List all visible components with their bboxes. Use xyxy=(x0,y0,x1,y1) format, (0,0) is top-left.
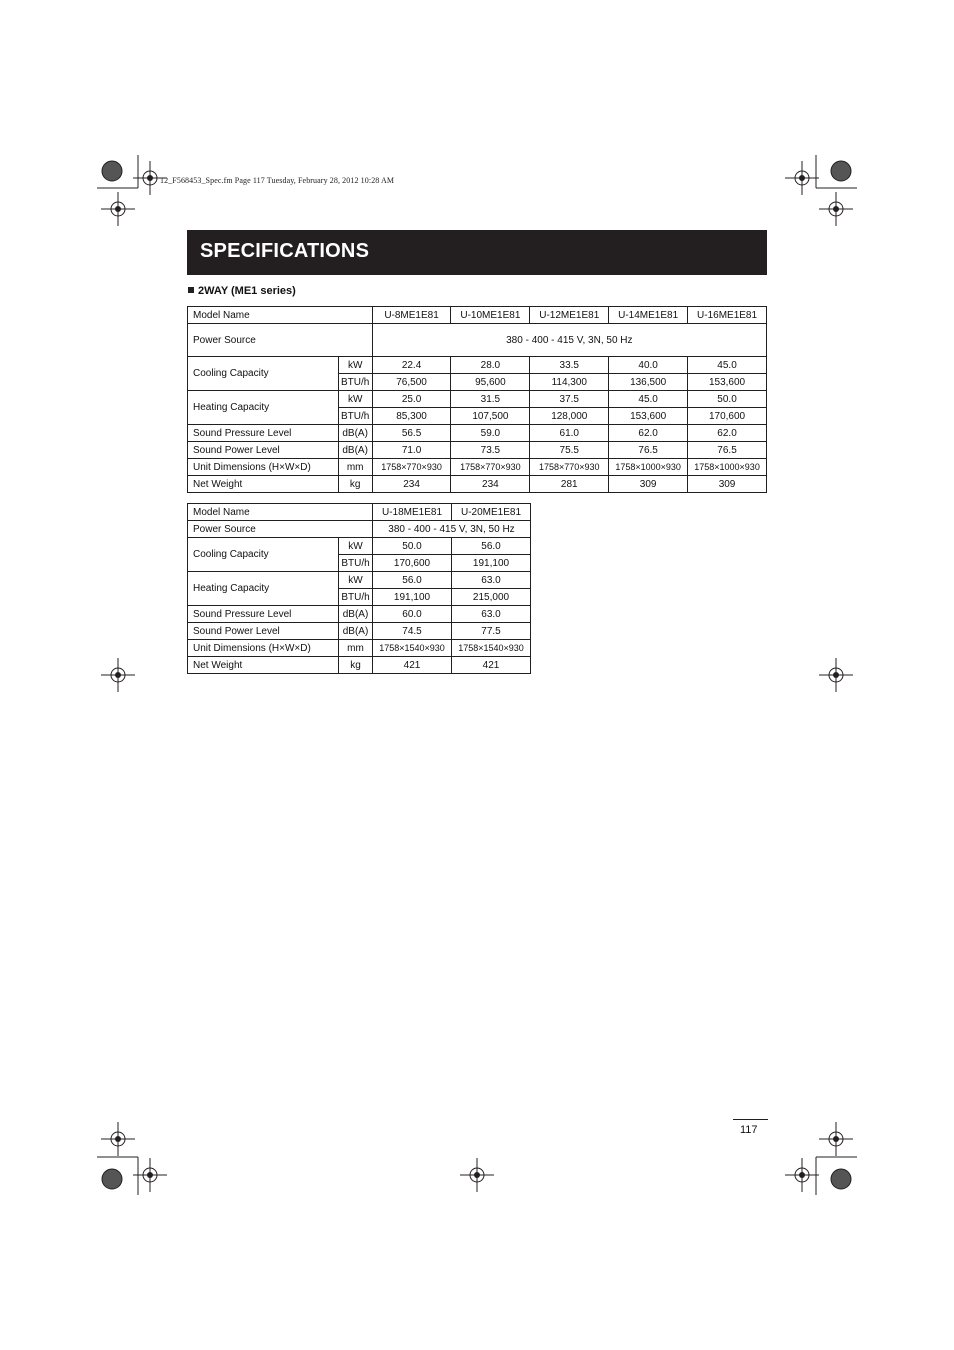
value-cell: 50.0 xyxy=(373,538,452,555)
value-cell: 153,600 xyxy=(688,374,767,391)
value-cell: 1758×1540×930 xyxy=(452,640,531,657)
unit-cell: dB(A) xyxy=(339,623,373,640)
value-cell: 1758×770×930 xyxy=(530,459,609,476)
value-cell: 25.0 xyxy=(372,391,451,408)
value-cell: 63.0 xyxy=(452,606,531,623)
value-cell: 1758×770×930 xyxy=(372,459,451,476)
value-cell: 45.0 xyxy=(609,391,688,408)
value-cell: 28.0 xyxy=(451,357,530,374)
heating-capacity-label: Heating Capacity xyxy=(188,572,339,606)
sound-power-label: Sound Power Level xyxy=(188,623,339,640)
title-bar xyxy=(187,230,767,275)
value-cell: 281 xyxy=(530,476,609,493)
value-cell: 1758×1540×930 xyxy=(373,640,452,657)
value-cell: 73.5 xyxy=(451,442,530,459)
model-cell: U-20ME1E81 xyxy=(452,504,531,521)
model-cell: U-12ME1E81 xyxy=(530,307,609,324)
value-cell: 421 xyxy=(373,657,452,674)
value-cell: 309 xyxy=(609,476,688,493)
value-cell: 1758×1000×930 xyxy=(609,459,688,476)
value-cell: 50.0 xyxy=(688,391,767,408)
spec-table-2 xyxy=(187,503,531,674)
value-cell: 107,500 xyxy=(451,408,530,425)
sound-pressure-label: Sound Pressure Level xyxy=(188,425,339,442)
unit-cell: kg xyxy=(339,657,373,674)
value-cell: 95,600 xyxy=(451,374,530,391)
table-row xyxy=(188,425,767,442)
table-row xyxy=(188,504,531,521)
table-row xyxy=(188,307,767,324)
cooling-capacity-label: Cooling Capacity xyxy=(188,538,339,572)
value-cell: 45.0 xyxy=(688,357,767,374)
cooling-capacity-label: Cooling Capacity xyxy=(188,357,339,391)
unit-cell: dB(A) xyxy=(339,606,373,623)
page-title: SPECIFICATIONS xyxy=(200,240,370,262)
value-cell: 76,500 xyxy=(372,374,451,391)
model-name-label: Model Name xyxy=(188,307,373,324)
unit-cell: BTU/h xyxy=(339,555,373,572)
model-name-label: Model Name xyxy=(188,504,373,521)
value-cell: 1758×1000×930 xyxy=(688,459,767,476)
value-cell: 128,000 xyxy=(530,408,609,425)
value-cell: 170,600 xyxy=(373,555,452,572)
spec-table-1 xyxy=(187,306,767,493)
section-title: 2WAY (ME1 series) xyxy=(198,285,296,297)
table-row xyxy=(188,572,531,589)
value-cell: 309 xyxy=(688,476,767,493)
value-cell: 191,100 xyxy=(452,555,531,572)
model-cell: U-8ME1E81 xyxy=(372,307,451,324)
value-cell: 76.5 xyxy=(609,442,688,459)
page-number-rule xyxy=(733,1119,768,1120)
value-cell: 31.5 xyxy=(451,391,530,408)
unit-cell: BTU/h xyxy=(338,374,372,391)
unit-cell: mm xyxy=(338,459,372,476)
table-row xyxy=(188,324,767,357)
value-cell: 215,000 xyxy=(452,589,531,606)
table-row xyxy=(188,521,531,538)
value-cell: 56.0 xyxy=(373,572,452,589)
value-cell: 63.0 xyxy=(452,572,531,589)
page-number: 117 xyxy=(740,1124,758,1136)
value-cell: 114,300 xyxy=(530,374,609,391)
model-cell: U-16ME1E81 xyxy=(688,307,767,324)
table-row xyxy=(188,538,531,555)
square-bullet-icon xyxy=(188,287,194,293)
unit-cell: kg xyxy=(338,476,372,493)
unit-cell: BTU/h xyxy=(339,589,373,606)
power-source-value: 380 - 400 - 415 V, 3N, 50 Hz xyxy=(372,324,766,357)
table-row xyxy=(188,657,531,674)
unit-cell: BTU/h xyxy=(338,408,372,425)
value-cell: 62.0 xyxy=(688,425,767,442)
net-weight-label: Net Weight xyxy=(188,476,339,493)
model-cell: U-14ME1E81 xyxy=(609,307,688,324)
sound-pressure-label: Sound Pressure Level xyxy=(188,606,339,623)
value-cell: 33.5 xyxy=(530,357,609,374)
value-cell: 37.5 xyxy=(530,391,609,408)
value-cell: 76.5 xyxy=(688,442,767,459)
table-row xyxy=(188,623,531,640)
value-cell: 85,300 xyxy=(372,408,451,425)
value-cell: 62.0 xyxy=(609,425,688,442)
model-cell: U-18ME1E81 xyxy=(373,504,452,521)
unit-cell: dB(A) xyxy=(338,442,372,459)
value-cell: 1758×770×930 xyxy=(451,459,530,476)
value-cell: 191,100 xyxy=(373,589,452,606)
table-row xyxy=(188,391,767,408)
power-source-label: Power Source xyxy=(188,521,373,538)
value-cell: 234 xyxy=(451,476,530,493)
section-heading xyxy=(188,285,296,297)
unit-cell: kW xyxy=(339,538,373,555)
table-row xyxy=(188,640,531,657)
value-cell: 60.0 xyxy=(373,606,452,623)
unit-dimensions-label: Unit Dimensions (H×W×D) xyxy=(188,640,339,657)
heating-capacity-label: Heating Capacity xyxy=(188,391,339,425)
print-info: 12_F568453_Spec.fm Page 117 Tuesday, February 28, 2012 10:28 AM xyxy=(160,176,395,185)
unit-cell: kW xyxy=(339,572,373,589)
power-source-value: 380 - 400 - 415 V, 3N, 50 Hz xyxy=(373,521,531,538)
unit-cell: kW xyxy=(338,357,372,374)
table-row xyxy=(188,357,767,374)
table-row xyxy=(188,606,531,623)
value-cell: 170,600 xyxy=(688,408,767,425)
unit-cell: kW xyxy=(338,391,372,408)
table-row xyxy=(188,442,767,459)
value-cell: 74.5 xyxy=(373,623,452,640)
value-cell: 22.4 xyxy=(372,357,451,374)
value-cell: 75.5 xyxy=(530,442,609,459)
value-cell: 421 xyxy=(452,657,531,674)
value-cell: 59.0 xyxy=(451,425,530,442)
value-cell: 234 xyxy=(372,476,451,493)
unit-cell: mm xyxy=(339,640,373,657)
table-row xyxy=(188,476,767,493)
value-cell: 77.5 xyxy=(452,623,531,640)
value-cell: 153,600 xyxy=(609,408,688,425)
value-cell: 71.0 xyxy=(372,442,451,459)
value-cell: 40.0 xyxy=(609,357,688,374)
power-source-label: Power Source xyxy=(188,324,373,357)
net-weight-label: Net Weight xyxy=(188,657,339,674)
value-cell: 136,500 xyxy=(609,374,688,391)
unit-cell: dB(A) xyxy=(338,425,372,442)
model-cell: U-10ME1E81 xyxy=(451,307,530,324)
sound-power-label: Sound Power Level xyxy=(188,442,339,459)
value-cell: 56.0 xyxy=(452,538,531,555)
value-cell: 56.5 xyxy=(372,425,451,442)
table-row xyxy=(188,459,767,476)
value-cell: 61.0 xyxy=(530,425,609,442)
unit-dimensions-label: Unit Dimensions (H×W×D) xyxy=(188,459,339,476)
